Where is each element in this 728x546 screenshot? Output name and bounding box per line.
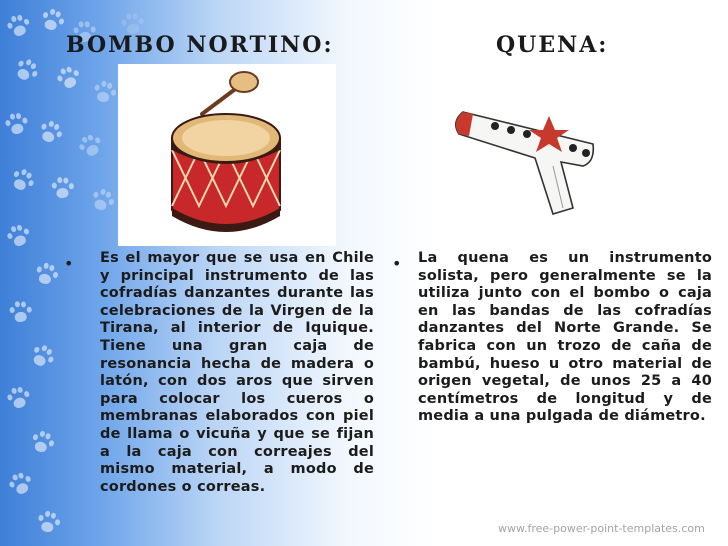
quena-image [445,58,667,228]
bombo-image [118,64,336,246]
quena-title: QUENA: [496,32,609,58]
quena-flute-icon [445,58,667,228]
quena-bullet: • [392,254,402,273]
bombo-description: Es el mayor que se usa en Chile y principal instrumento de las cofradías danzantes durante las celebraciones de la Virgen de la Tirana, al interior de Iquique. Tiene una gran caja de resonancia hecha de madera o latón, con dos aros que sirven para colocar los cueros o membranas elaborados con piel de llama o vicuña y que se fijan a la caja con correajes del mismo material, a modo de cordones o correas. [100,250,374,495]
bombo-drum-icon [118,64,336,246]
quena-description: La quena es un instrumento solista, pero generalmente se la utiliza junto con el bombo o caja en las bandas de las cofradías danzantes del Norte Grande. Se fabrica con un trozo de caña de bambú, hueso u otro material de origen vegetal, de unos 25 a 40 centímetros de longitud y de media a una pulgada de diámetro. [418,250,712,425]
bombo-title: BOMBO NORTINO: [66,32,334,58]
footer-url: www.free-power-point-templates.com [498,522,705,535]
bombo-bullet: • [64,254,74,273]
